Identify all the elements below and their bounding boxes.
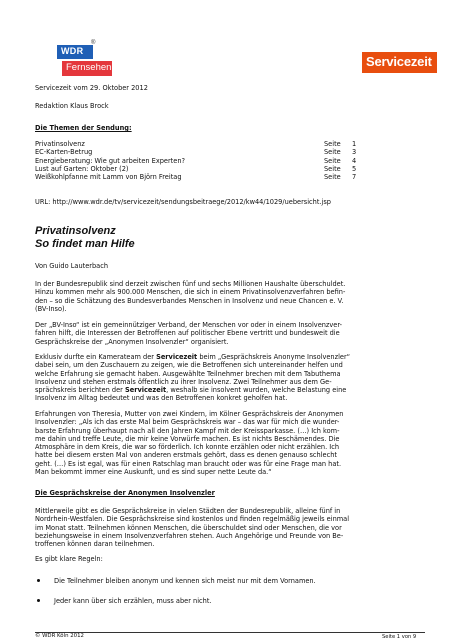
theme-label: EC-Karten-Betrug	[35, 148, 93, 157]
show-name: Servicezeit	[124, 386, 167, 395]
page-word: Seite	[324, 148, 341, 157]
theme-label: Weißkohlpfanne mit Lamm von Björn Freitag	[35, 173, 182, 182]
bullet-icon	[37, 599, 40, 602]
text-line: dabei sein, um den Zuschauern zu zeigen, wie die Betroffenen sich untereinander helfen und	[35, 361, 343, 370]
text-line: Man bekommt immer eine Auskunft, und es sind super nette Leute da.“	[35, 468, 272, 477]
page-word: Seite	[324, 173, 341, 182]
footer-copyright: © WDR Köln 2012	[35, 633, 84, 639]
text-span: Exklusiv durfte ein Kamerateam der	[35, 353, 157, 361]
bullet-text: Die Teilnehmer bleiben anonym und kennen sich meist nur mit dem Vornamen.	[54, 577, 316, 585]
page-word: Seite	[324, 140, 341, 148]
theme-label: Energieberatung: Wie gut arbeiten Experten?	[35, 156, 186, 165]
list-item	[35, 157, 365, 165]
list-item	[35, 140, 365, 148]
fernsehen-logo-text: Fernsehen	[66, 62, 112, 73]
text-line: (BV-Inso).	[35, 304, 67, 313]
broadcast-date: Servicezeit vom 29. Oktober 2012	[35, 84, 148, 92]
paragraph-5	[35, 507, 425, 548]
page-number: 7	[352, 173, 357, 182]
source-url[interactable]: URL: http://www.wdr.de/tv/servicezeit/sendungsbeitraege/2012/kw44/1029/uebersicht.jsp	[35, 198, 331, 206]
text-line: den – so die Schätzung des Bundesverbandes Menschen in Insolvenz und neue Chancen e. V.	[35, 296, 344, 305]
page-number: 1	[352, 140, 357, 148]
text-line: Hinzu kommen mehr als 900.000 Menschen, die sich in einem Privatinsolvenzverfahren befin-	[35, 288, 346, 297]
paragraph-1	[35, 280, 425, 313]
themes-heading: Die Themen der Sendung:	[35, 124, 132, 132]
text-line: Nordrhein-Westfalen. Die Gesprächskreise sind kostenlos und finden regelmäßig jeweils einmal	[35, 515, 350, 524]
article-title: Privatinsolvenz	[35, 225, 116, 237]
list-item	[35, 148, 365, 156]
theme-label: Privatinsolvenz	[35, 140, 85, 148]
text-line: Insolvenzler: „Als ich das erste Mal beim Gesprächskreis war – das war für mich die wunder-	[35, 418, 340, 427]
text-line	[35, 386, 425, 394]
text-line: im Monat statt. Teilnehmen können Menschen, die überschuldet sind oder Menschen, die vor	[35, 523, 342, 532]
servicezeit-logo	[362, 52, 437, 73]
show-name: Servicezeit	[156, 353, 198, 361]
text-line: geht. (…) Es ist egal, was für einen Ratschlag man braucht oder was für eine Frage man hat.	[35, 459, 342, 468]
text-line: welche Erfahrung sie gemacht haben. Ausgewählte Teilnehmer brechen mit dem Tabuthema	[35, 369, 341, 378]
text-line: In der Bundesrepublik sind derzeit zwischen fünf und sechs Millionen Haushalte überschuldet.	[35, 280, 346, 288]
text-span: beim „Gesprächskreis Anonyme Insolvenzler“	[197, 353, 351, 361]
list-item	[35, 173, 365, 181]
text-line: Insolvenz und stehen erstmals öffentlich zu ihrer Insolvenz. Zwei Teilnehmer aus dem Ge-	[35, 377, 332, 386]
text-line: me dahin und treffe Leute, die mir keine Vorwürfe machen. Es ist nichts Beschämendes. Die	[35, 434, 340, 443]
page-number: 3	[352, 148, 357, 157]
footer-page-number: Seite 1 von 9	[382, 634, 417, 640]
page-number: 5	[352, 164, 357, 173]
text-line: Erfahrungen von Theresia, Mutter von zwei Kindern, im Kölner Gesprächskreis der Anonymen	[35, 410, 344, 418]
bullet-text: Jeder kann über sich erzählen, muss aber nicht.	[54, 597, 212, 605]
theme-label: Lust auf Garten: Oktober (2)	[35, 164, 129, 173]
text-line: hatte bei diesem ersten Mal von anderen erstmals gehört, dass es denen genauso schlecht	[35, 451, 337, 460]
paragraph-2	[35, 321, 425, 346]
page-number: 4	[352, 156, 357, 165]
text-line: troffenen können daran teilnehmen.	[35, 540, 155, 549]
page-word: Seite	[324, 164, 341, 173]
list-item	[35, 577, 316, 585]
section-subheading: Die Gesprächskreise der Anonymen Insolvenzler	[35, 489, 215, 497]
list-item	[35, 597, 212, 605]
text-line: fahren hilft, die Interessen der Betroffenen auf politischer Ebene vertritt und bundesweit die	[35, 329, 340, 338]
list-item	[35, 165, 365, 173]
rules-intro: Es gibt klare Regeln:	[35, 555, 103, 563]
registered-mark: ®	[91, 40, 96, 46]
page-word: Seite	[324, 156, 341, 165]
article-author: Von Guido Lauterbach	[35, 262, 109, 270]
paragraph-3	[35, 353, 425, 403]
servicezeit-logo-text: Servicezeit	[366, 54, 432, 69]
article-subtitle: So findet man Hilfe	[35, 238, 135, 250]
themes-list	[35, 140, 365, 181]
bullet-icon	[37, 579, 40, 582]
footer-divider	[35, 632, 425, 633]
fernsehen-logo	[62, 61, 112, 76]
text-line: beziehungsweise in einem Insolvenzverfahren stehen. Auch Angehörige und Freunde von Be-	[35, 531, 344, 540]
text-line: Gesprächskreise der „Anonymen Insolvenzler“ organisiert.	[35, 337, 229, 346]
text-span: , weshalb sie insolvent wurden, welche Belastung eine	[166, 386, 347, 395]
wdr-logo-text: WDR	[61, 46, 84, 56]
text-line: Mittlerweile gibt es die Gesprächskreise in vielen Städten der Bundesrepublik, alleine fünf in	[35, 507, 341, 515]
text-line: Insolvenz im Alltag bedeutet und was den Betroffenen konkret geholfen hat.	[35, 394, 288, 403]
wdr-logo	[57, 45, 93, 59]
paragraph-4	[35, 410, 425, 476]
text-line	[35, 353, 425, 361]
text-line: Atmosphäre in dem Kreis, die war so förderlich. Ich konnte erzählen oder nicht erzählen. Ich	[35, 443, 340, 452]
editorial-credit: Redaktion Klaus Brock	[35, 102, 109, 110]
text-line: barste Erfahrung überhaupt nach all den Jahren Kampf mit der Kreissparkasse. (…) Ich kom-	[35, 426, 340, 435]
text-span: sprächskreis berichten der	[35, 386, 125, 395]
text-line: Der „BV-Inso“ ist ein gemeinnütziger Verband, der Menschen vor oder in einem Insolvenzver-	[35, 321, 343, 329]
